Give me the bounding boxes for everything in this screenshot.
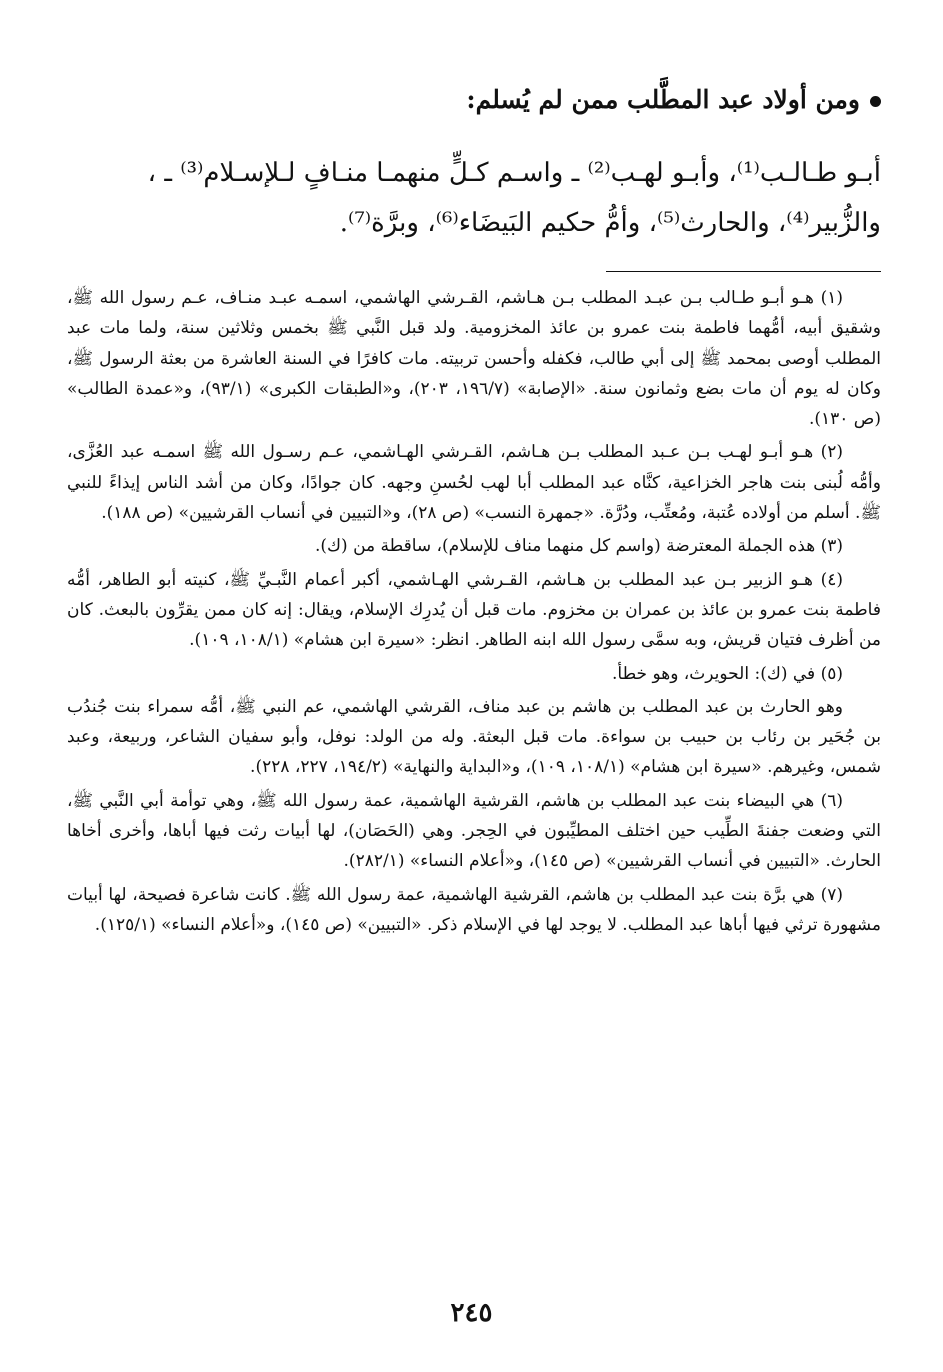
section-heading <box>121 80 881 120</box>
footnote-1: (١) هـو أبـو طـالب بـن عبـد المطلب بـن هـاشم، القـرشي الهاشمي، اسمـه عبـد منـاف، عـم رسول الله ﷺ، وشقيق أبيه، أمُّهما فاطمة بنت عمرو بن عائذ المخزومية. ولد قبل النَّبي ﷺ بخمس وثلاثين سنة، ولما مات عبد المطلب أوصى بمحمد ﷺ إلى أبي طالب، فكفله وأحسن تربيته. مات كافرًا في السنة العاشرة من بعثة الرسول ﷺ، وكان له يوم أن مات بضع وثمانون سنة. «الإصابة» (١٩٦/٧، ٢٠٣)، و«الطبقات الكبرى» (٩٣/١)، و«عمدة الطالب» (ص ١٣٠). <box>67 288 882 430</box>
main-text <box>61 148 881 248</box>
footnote-2: (٢) هـو أبـو لهـب بـن عـبد المطلب بـن هـاشم، القـرشي الهـاشمي، عـم رسـول الله ﷺ اسمـه عبد العُزَّى، وأمُّه لُبنى بنت هاجر الخزاعية، كنَّاه عبد المطلب أبا لهب لحُسنِ وجهه. كان جوادًا، وكان من أشد الناس إيذاءً للنبي ﷺ. أسلم من أولاده عُتبة، ومُعتِّب، ودُرَّة. «جمهرة النسب» (ص ٢٨)، و«التبيين في أنساب القرشيين» (ص ١٨٨). <box>67 442 881 524</box>
footnote-separator <box>606 271 881 272</box>
footnote-6: (٦) هي البيضاء بنت عبد المطلب بن هاشم، القرشية الهاشمية، عمة رسول الله ﷺ، وهي توأمة أبي النَّبي ﷺ، التي وضعت جفنةَ الطِّيب حين اختلف المطيِّبون في الحِجر. وهي (الحَصَان)، لها أبيات رثت فيها أباها، وأخرى أخاها الحارث. «التبيين في أنساب القرشيين» (ص ١٤٥)، و«أعلام النساء» (٢٨٢/١). <box>67 790 881 872</box>
main-text-line-1: أبـو طـالـب⁽¹⁾، وأبـو لهـب⁽²⁾ ـ واسـم كـلٍّ منهمـا منـافٍ لـلإسـلام⁽³⁾ ـ ، <box>147 158 881 188</box>
footnote-5-continued: وهو الحارث بن عبد المطلب بن هاشم بن عبد مناف، القرشي الهاشمي، عم النبي ﷺ، أمُّه سمراء بنت جُندُب بن جُحَير بن رئاب بن حبيب بن سواءة. مات قبل البعثة. وله من الولد: نوفل، وأبو سفيان الشاعر، وربيعة، وعبد شمس، وغيرهم. «سيرة ابن هشام» (١٠٨/١، ١٠٩)، و«البداية والنهاية» (١٩٤/٢، ٢٢٧، ٢٢٨). <box>67 696 881 778</box>
footnote-3: (٣) هذه الجملة المعترضة (واسم كل منهما مناف للإسلام)، ساقطة من (ك). <box>315 536 843 557</box>
footnote-4: (٤) هـو الزبير بـن عبد المطلب بن هـاشم، القـرشي الهـاشمي، أكبر أعمام النَّبـيِّ ﷺ، كنيته أبو الطاهر، أمُّه فاطمة بنت عمرو بن عائذ بن عمران بن مخزوم. مات قبل أن يُدرِك الإسلام، ويقال: إنه كان ممن يقرِّون بالبعث. كان من أظرف فتيان قريش، وبه سمَّى رسول الله ابنه الطاهر. انظر: «سيرة ابن هشام» (١٠٨/١، ١٠٩). <box>67 569 881 651</box>
footnotes <box>67 283 881 943</box>
footnote-5: (٥) في (ك): الحويرث، وهو خطأ. <box>612 663 843 684</box>
bullet-icon <box>870 96 881 107</box>
page-number: ٢٤٥ <box>450 1298 493 1328</box>
section-heading-text: ومن أولاد عبد المطَّلب ممن لم يُسلم: <box>466 85 860 114</box>
footnote-7: (٧) هي برَّة بنت عبد المطلب بن هاشم، القرشية الهاشمية، عمة رسول الله ﷺ. كانت شاعرة فصيحة، لها أبيات مشهورة ترثي فيها أباها عبد المطلب. لا يوجد لها في الإسلام ذكر. «التبيين» (ص ١٤٥)، و«أعلام النساء» (١٢٥/١). <box>67 884 881 935</box>
main-text-line-2: والزُّبير⁽⁴⁾، والحارث⁽⁵⁾، وأمُّ حكيم البَيضَاء⁽⁶⁾، وبرَّة⁽⁷⁾. <box>339 208 881 238</box>
